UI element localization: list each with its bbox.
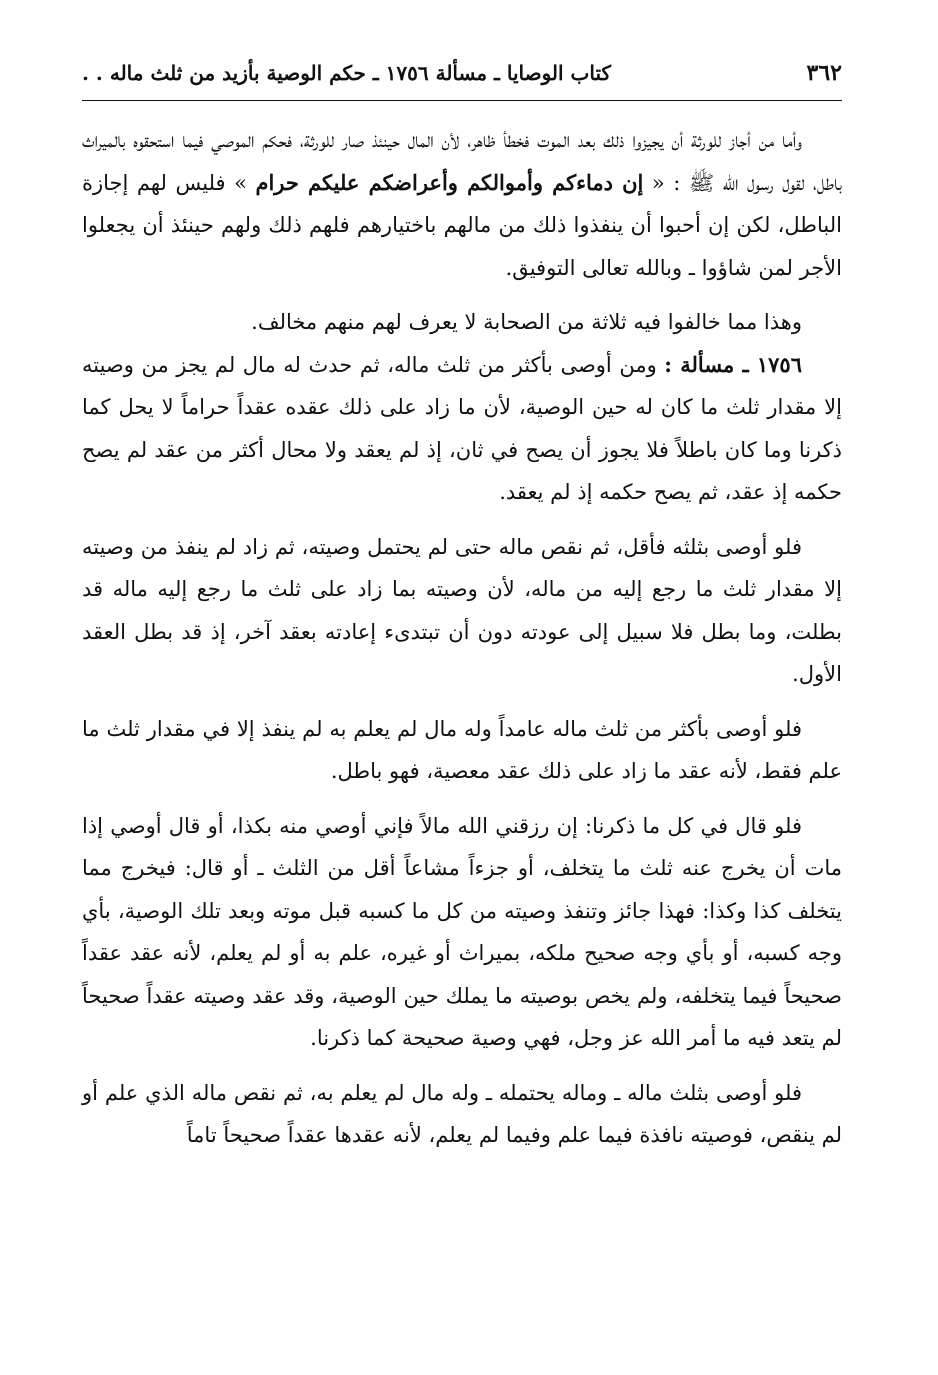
paragraph-text: فلو أوصى بثلثه فأقل، ثم نقص ماله حتى لم يحتمل وصيته، ثم زاد لم ينفذ من وصيته إلا مقدار ثلث ما رجع إليه من ماله، لأن وصيته بما زاد على ثلث ما رجع إليه ماله قد بطلت، وما بطل فلا سبيل إلى عودته دون أن تبتدىء إعادته بعقد آخر، إذ قد بطل العقد الأول. — [82, 534, 842, 686]
paragraph-text: فلو قال في كل ما ذكرنا: إن رزقني الله مالاً فإني أوصي منه بكذا، أو قال أوصي إذا مات أن يخرج عنه ثلث ما يتخلف، أو جزءاً مشاعاً أقل من الثلث ـ أو قال: فيخرج مما يتخلف كذا وكذا: فهذا جائز وتنفذ وصيته من كل ما كسبه قبل موته وبعد تلك الوصية، بأي وجه كسبه، أو بأي وجه صحيح ملكه، بميراث أو غيره، علم به أو لم يعلم، لأنه عقد عقداً صحيحاً فيما يتخلفه، ولم يخص بوصيته ما يملك حين الوصية، وقد عقد وصيته عقداً صحيحاً لم يتعد فيه ما أمر الله عز وجل، فهي وصية صحيحة كما ذكرنا. — [82, 813, 842, 1050]
paragraph-text: فلو أوصى بأكثر من ثلث ماله عامداً وله مال لم يعلم به لم ينفذ إلا في مقدار ثلث ما علم فقط، لأنه عقد ما زاد على ذلك عقد معصية، فهو باطل. — [82, 716, 842, 783]
page-number: ٣٦٢ — [806, 60, 842, 86]
paragraph — [82, 708, 842, 793]
paragraph — [82, 805, 842, 1060]
paragraph — [82, 1072, 842, 1157]
running-title: كتاب الوصايا ـ مسألة ١٧٥٦ ـ حكم الوصية بأزيد من ثلث ماله . . — [82, 61, 612, 85]
paragraph-text: وهذا مما خالفوا فيه ثلاثة من الصحابة لا يعرف لهم منهم مخالف. — [251, 310, 802, 334]
issue-paragraph — [82, 344, 842, 514]
page-body — [82, 119, 842, 1157]
paragraph — [82, 526, 842, 696]
paragraph-text: ومن أوصى بأكثر من ثلث ماله، ثم حدث له مال لم يجز من وصيته إلا مقدار ثلث ما كان له حين الوصية، لأن ما زاد على ذلك عقده عقداً حراماً لا يحل كما ذكرنا وما كان باطلاً فلا يجوز أن يصح في ثان، إذ لم يعقد ولا محال أكثر من عقد لم يصح حكمه إذ عقد، ثم يصح حكمه إذ لم يعقد. — [82, 352, 842, 504]
page-header — [82, 60, 842, 101]
paragraph — [82, 119, 842, 289]
book-page — [82, 60, 842, 1157]
paragraph-text: فلو أوصى بثلث ماله ـ وماله يحتمله ـ وله مال لم يعلم به، ثم نقص ماله الذي علم أو لم ينقص، فوصيته نافذة فيما علم وفيما لم يعلم، لأنه عقدها عقداً صحيحاً تاماً — [82, 1080, 842, 1147]
paragraph-text: » فليس لهم إجازة الباطل، لكن إن أحبوا أن ينفذوا ذلك من مالهم باختيارهم فلهم ذلك ولهم حينئذ أن يجعلوا الأجر لمن شاؤوا ـ وبالله تعالى التوفيق. — [82, 170, 842, 280]
paragraph-text: وأما من أجاز للورثة أن يجيزوا ذلك بعد الموت فخطأ ظاهر، لأن المال حينئذ صار للورثة، فحكم الموصي فيما استحقوه بالميراث باطل، لقول رسول الله ﷺ : « — [82, 128, 842, 195]
paragraph — [82, 301, 842, 344]
hadith-quote: إن دماءكم وأموالكم وأعراضكم عليكم حرام — [255, 169, 644, 195]
issue-label: ١٧٥٦ ـ مسألة : — [664, 351, 802, 377]
